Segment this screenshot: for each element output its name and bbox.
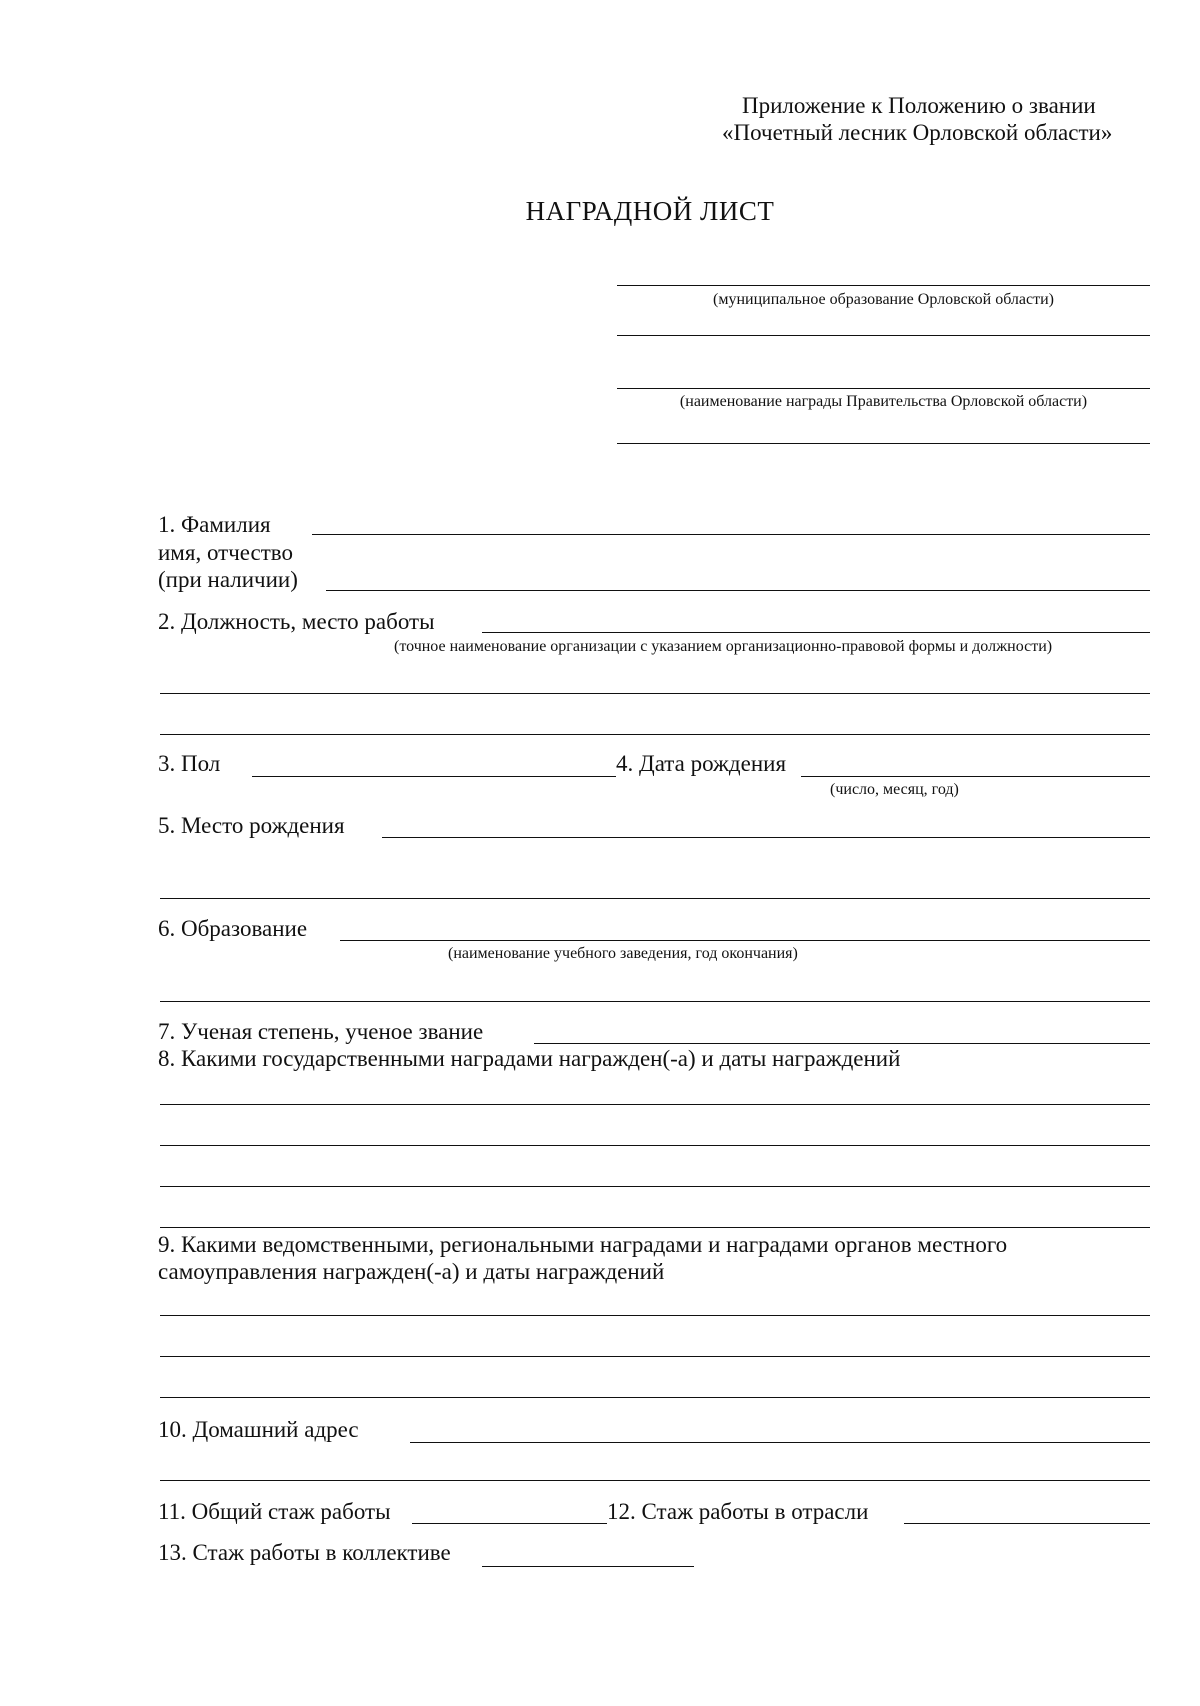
municipality-line[interactable] [617, 285, 1150, 286]
state-awards-line-3[interactable] [160, 1186, 1150, 1187]
education-line-2[interactable] [160, 1001, 1150, 1002]
state-awards-line-2[interactable] [160, 1145, 1150, 1146]
birth-place-line[interactable] [382, 837, 1150, 838]
municipality-caption: (муниципальное образование Орловской области) [712, 291, 1054, 308]
name-patronymic-line[interactable] [326, 590, 1150, 591]
industry-experience-line[interactable] [904, 1523, 1150, 1524]
field-label-if-any: (при наличии) [158, 567, 298, 592]
team-experience-line[interactable] [482, 1566, 694, 1567]
award-name-line-2[interactable] [617, 443, 1150, 444]
education-caption: (наименование учебного заведения, год окончания) [448, 945, 798, 962]
birth-date-line[interactable] [801, 776, 1150, 777]
position-line-3[interactable] [160, 734, 1150, 735]
municipality-line-2[interactable] [617, 335, 1150, 336]
field-label-sex: 3. Пол [158, 751, 221, 776]
award-name-line[interactable] [617, 388, 1150, 389]
organization-caption: (точное наименование организации с указанием организационно-правовой формы и должности) [394, 638, 1053, 655]
regional-awards-line-3[interactable] [160, 1397, 1150, 1398]
award-name-caption: (наименование награды Правительства Орловской области) [679, 393, 1088, 410]
regional-awards-line-1[interactable] [160, 1315, 1150, 1316]
position-line[interactable] [482, 632, 1150, 633]
field-label-education: 6. Образование [158, 916, 308, 941]
field-label-surname: 1. Фамилия [158, 512, 271, 537]
field-label-total-experience: 11. Общий стаж работы [158, 1499, 391, 1524]
field-label-regional-awards-1: 9. Какими ведомственными, региональными наградами и наградами органов местного [158, 1232, 1008, 1257]
home-address-line[interactable] [410, 1442, 1150, 1443]
birth-place-line-2[interactable] [160, 898, 1150, 899]
birth-date-caption: (число, месяц, год) [830, 781, 959, 798]
appendix-header-line-1: Приложение к Положению о звании [742, 93, 1096, 118]
surname-line[interactable] [312, 534, 1150, 535]
state-awards-line-1[interactable] [160, 1104, 1150, 1105]
state-awards-line-4[interactable] [160, 1227, 1150, 1228]
position-line-2[interactable] [160, 693, 1150, 694]
field-label-birth-date: 4. Дата рождения [616, 751, 787, 776]
field-label-team-experience: 13. Стаж работы в коллективе [158, 1540, 451, 1565]
total-experience-line[interactable] [412, 1523, 607, 1524]
appendix-header-line-2: «Почетный лесник Орловской области» [722, 120, 1113, 145]
sex-line[interactable] [252, 776, 616, 777]
field-label-industry-experience: 12. Стаж работы в отрасли [607, 1499, 869, 1524]
document-title: НАГРАДНОЙ ЛИСТ [525, 196, 775, 226]
regional-awards-line-2[interactable] [160, 1356, 1150, 1357]
field-label-regional-awards-2: самоуправления награжден(-а) и даты награждений [158, 1259, 665, 1284]
field-label-academic-degree: 7. Ученая степень, ученое звание [158, 1019, 484, 1044]
field-label-birth-place: 5. Место рождения [158, 813, 345, 838]
field-label-state-awards: 8. Какими государственными наградами награжден(-а) и даты награждений [158, 1046, 901, 1071]
home-address-line-2[interactable] [160, 1480, 1150, 1481]
field-label-name-patronymic: имя, отчество [158, 540, 294, 565]
field-label-home-address: 10. Домашний адрес [158, 1417, 359, 1442]
education-line[interactable] [340, 940, 1150, 941]
field-label-position: 2. Должность, место работы [158, 609, 435, 634]
academic-degree-line[interactable] [534, 1043, 1150, 1044]
